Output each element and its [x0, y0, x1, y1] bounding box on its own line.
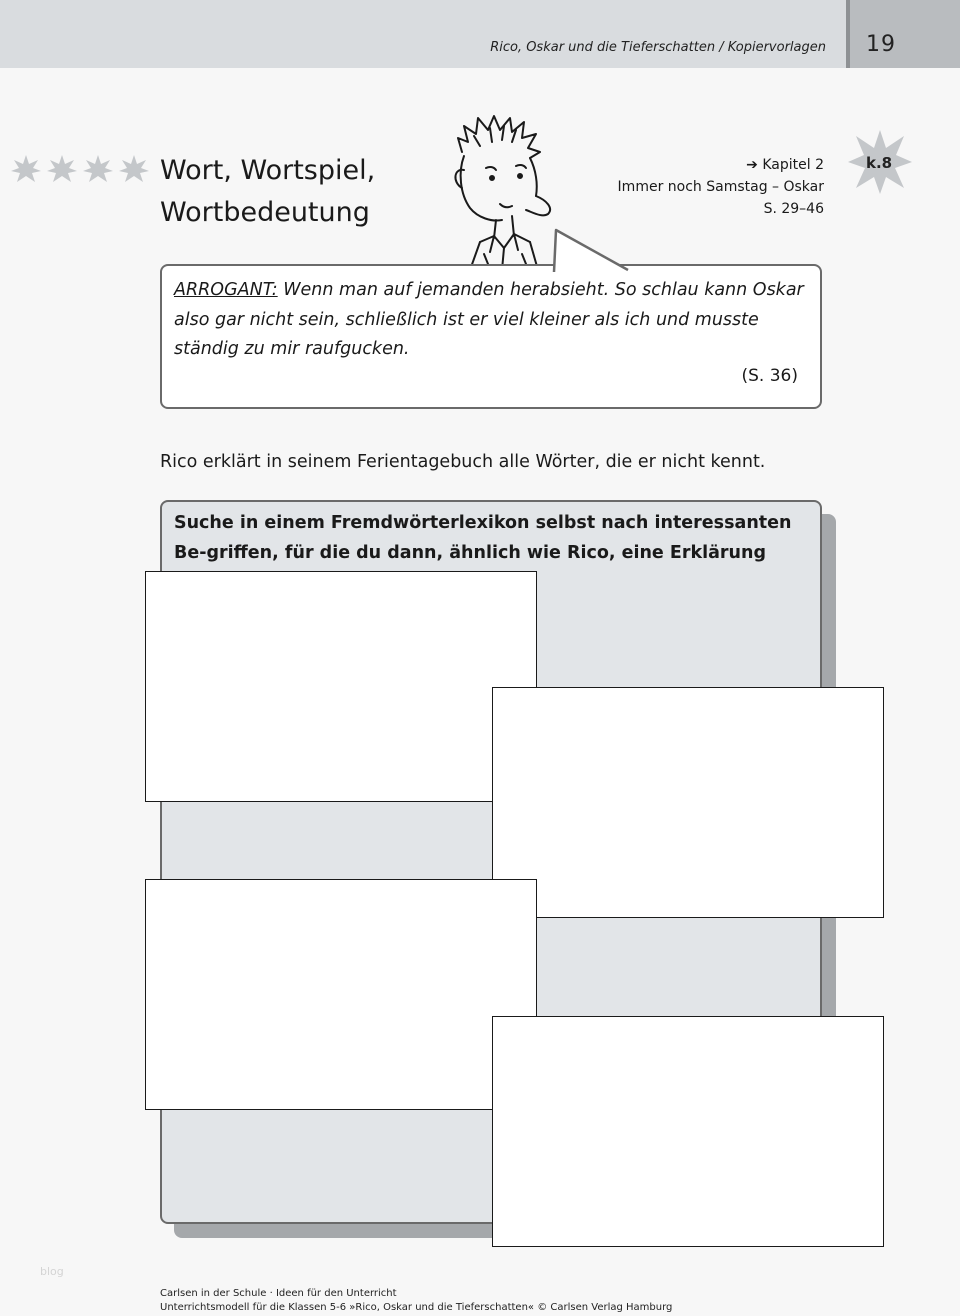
chapter-line: [618, 154, 824, 176]
chapter-pages: S. 29–46: [763, 201, 824, 217]
chapter-label: Kapitel 2: [762, 157, 824, 173]
footer-line-2: Unterrichtsmodell für die Klassen 5-6 »Rico, Oskar und die Tieferschatten« © Carlsen Verlag Hamburg: [160, 1302, 673, 1313]
answer-box[interactable]: [145, 571, 537, 802]
answer-box[interactable]: [492, 1016, 884, 1247]
chapter-subtitle: Immer noch Samstag – Oskar: [617, 179, 824, 195]
speech-bubble-tail: [540, 226, 630, 272]
footer-watermark: blog: [40, 1265, 64, 1278]
chapter-info: [618, 154, 824, 220]
quote-definition: Wenn man auf jemanden herabsieht. So schlau kann Oskar also gar nicht sein, schließlich ist er viel kleiner als ich und musste ständig zu mir raufgucken.: [174, 280, 804, 359]
page-number: 19: [866, 32, 896, 57]
header-bar: [0, 0, 846, 68]
title-line-1: Wort, Wortspiel,: [160, 155, 376, 186]
header-title: Rico, Oskar und die Tieferschatten / Kopiervorlagen: [490, 40, 826, 55]
answer-box[interactable]: [145, 879, 537, 1110]
star-icon: [118, 154, 150, 186]
intro-text: Rico erklärt in seinem Ferientagebuch alle Wörter, die er nicht kennt.: [160, 452, 766, 472]
footer-line-1: Carlsen in der Schule · Ideen für den Unterricht: [160, 1288, 397, 1299]
answer-box[interactable]: [492, 687, 884, 918]
star-icon: [46, 154, 78, 186]
page-number-box: [846, 0, 960, 68]
star-icon: [10, 154, 42, 186]
level-label: k.8: [866, 154, 893, 172]
worksheet-title: [160, 150, 375, 234]
task-instruction: Suche in einem Fremdwörterlexikon selbst nach interessanten Be-griffen, für die du dann, ähnlich wie Rico, eine Erklärung: [174, 513, 792, 563]
star-icon: [82, 154, 114, 186]
title-line-2: Wortbedeutung: [160, 197, 370, 228]
quote-word: ARROGANT:: [174, 280, 278, 300]
quote-source: (S. 36): [741, 366, 798, 386]
arrow-right-icon: ➔: [746, 157, 758, 173]
quote-text: [174, 276, 804, 365]
